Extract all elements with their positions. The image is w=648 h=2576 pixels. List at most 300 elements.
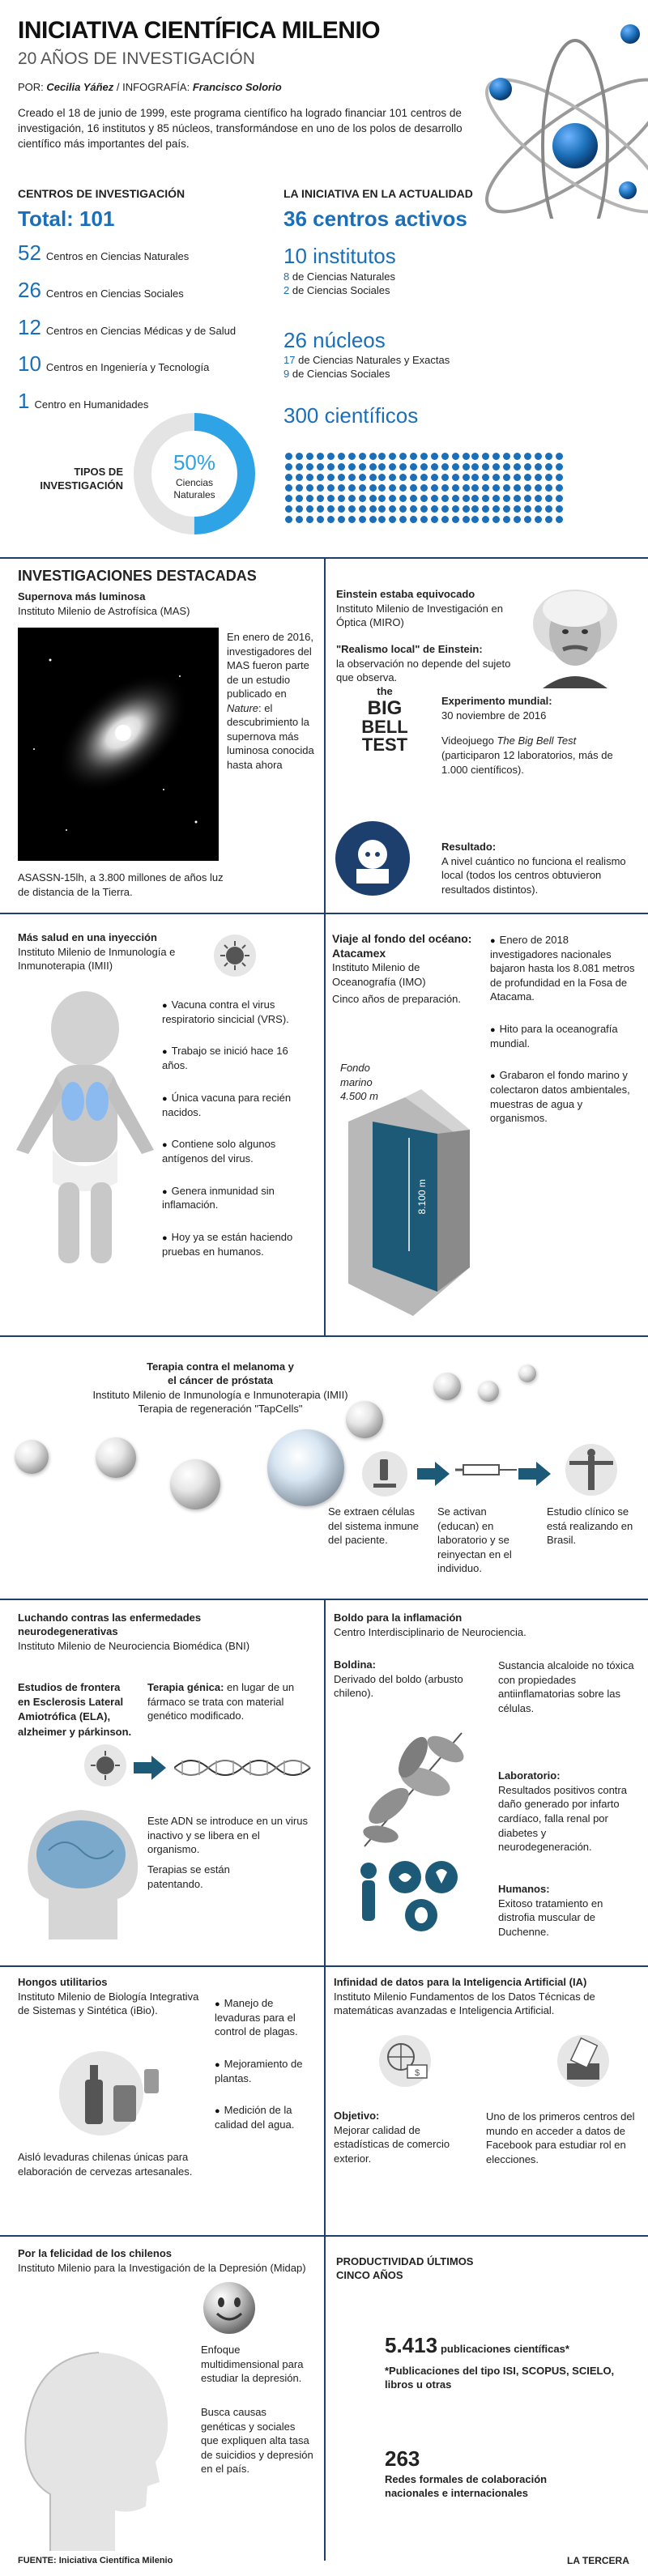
scientist-dot xyxy=(556,516,563,523)
oceano-section xyxy=(332,931,478,1007)
scientist-dot xyxy=(463,505,470,513)
divider xyxy=(324,2237,326,2561)
scientist-dot xyxy=(441,516,449,523)
nuc-1-num: 17 xyxy=(284,354,296,367)
scientist-dot xyxy=(285,505,292,513)
scientist-dot xyxy=(482,474,489,481)
bullet-item: ● Única vacuna para recién nacidos. xyxy=(162,1091,308,1119)
scientist-dot xyxy=(463,474,470,481)
scientist-dot xyxy=(420,453,428,460)
dna-icon xyxy=(174,1753,312,1782)
pub-mark: * xyxy=(565,2343,569,2355)
centros-list xyxy=(18,240,277,415)
centro-item xyxy=(18,314,277,342)
neuro-genica xyxy=(147,1680,313,1723)
scientist-dot xyxy=(317,495,324,502)
scientist-dot xyxy=(306,474,313,481)
scientist-dot xyxy=(410,516,417,523)
centro-label: Centros en Ciencias Médicas y de Salud xyxy=(45,324,237,337)
scientist-dot xyxy=(492,516,500,523)
scientist-dot xyxy=(471,495,479,502)
scientist-dot xyxy=(306,453,313,460)
genica-title: Terapia génica: xyxy=(147,1681,224,1693)
byline-artist: Francisco Solorio xyxy=(192,81,282,94)
scientist-dot xyxy=(389,516,396,523)
oceano-title-1: Viaje al fondo del océano: xyxy=(332,932,472,945)
videojuego-b: (participaron 12 laboratorios, más de 1.000 científicos). xyxy=(441,748,613,776)
experimento-block xyxy=(441,695,636,777)
scientist-dot xyxy=(359,474,366,481)
inst-1-label: de Ciencias Naturales xyxy=(292,270,396,283)
scientist-dot xyxy=(471,484,479,492)
scientist-dot xyxy=(503,495,510,502)
scientist-dot xyxy=(285,516,292,523)
boldina-text: Derivado del boldo (arbusto chileno). xyxy=(334,1672,463,1700)
boldo-inst: Centro Interdisciplinario de Neurociencia. xyxy=(334,1625,526,1638)
scientist-dot xyxy=(503,484,510,492)
scientist-dot xyxy=(378,484,386,492)
centro-item xyxy=(18,277,277,304)
bullet-item: ● Contiene solo algunos antígenos del virus. xyxy=(162,1137,308,1165)
scientist-dot xyxy=(348,474,356,481)
scientist-dot xyxy=(296,516,303,523)
scientist-dot xyxy=(514,495,521,502)
scientist-dot xyxy=(369,505,377,513)
scientist-dot xyxy=(420,505,428,513)
scientist-dot xyxy=(503,505,510,513)
scientist-dot xyxy=(482,505,489,513)
scientist-dot xyxy=(452,505,459,513)
nuc-2 xyxy=(284,368,526,381)
scientist-dot xyxy=(296,484,303,492)
genica-text: en lugar de un fármaco se trata con material genético modificado. xyxy=(147,1681,295,1722)
scientist-dot xyxy=(359,463,366,470)
fondo-1: Fondo xyxy=(340,1062,370,1074)
boldo-section xyxy=(334,1612,633,1639)
cell-sphere xyxy=(518,1365,536,1382)
boldo-title: Boldo para la inflamación xyxy=(334,1612,463,1624)
nuc-1-label: de Ciencias Naturales y Exactas xyxy=(298,354,450,367)
footer-brand: LA TERCERA xyxy=(567,2555,629,2566)
scientist-dot xyxy=(492,505,500,513)
bullet-item: ● Medición de la calidad del agua. xyxy=(215,2103,320,2131)
scientist-dot xyxy=(545,505,552,513)
scientist-dot xyxy=(545,453,552,460)
productividad-title-1: PRODUCTIVIDAD ÚLTIMOS xyxy=(336,2255,474,2267)
trench-illustration xyxy=(340,1089,478,1324)
scientist-dot xyxy=(338,516,345,523)
scientist-dot xyxy=(410,505,417,513)
scientist-dot xyxy=(359,516,366,523)
cell-sphere xyxy=(478,1381,499,1402)
scientist-dot xyxy=(369,516,377,523)
scientist-dot xyxy=(399,463,407,470)
datos-title: Infinidad de datos para la Inteligencia Artificial (IA) xyxy=(334,1976,587,1988)
scientist-dot xyxy=(369,484,377,492)
hongos-inst: Instituto Milenio de Biología Integrativa de Sistemas y Sintética (iBio). xyxy=(18,1990,199,2017)
ballot-icon xyxy=(551,2033,616,2089)
boldina-title: Boldina: xyxy=(334,1658,376,1671)
scientist-dot xyxy=(471,463,479,470)
inst-2-label: de Ciencias Sociales xyxy=(292,283,390,296)
nuc-1 xyxy=(284,354,526,368)
scientist-dot xyxy=(378,463,386,470)
header xyxy=(18,15,471,152)
objetivo-block xyxy=(334,2110,467,2166)
centro-num: 10 xyxy=(18,351,41,377)
scientist-dot xyxy=(482,453,489,460)
felicidad-title: Por la felicidad de los chilenos xyxy=(18,2247,172,2259)
scientist-dot xyxy=(285,474,292,481)
humanos-title: Humanos: xyxy=(498,1883,550,1895)
page-title: INICIATIVA CIENTÍFICA MILENIO xyxy=(18,17,381,44)
scientist-dot xyxy=(452,484,459,492)
scientist-dot xyxy=(524,516,531,523)
tipos-label-2: INVESTIGACIÓN xyxy=(40,479,123,492)
einstein-section xyxy=(336,588,514,685)
scientist-dot xyxy=(296,463,303,470)
donut-label-1: Ciencias xyxy=(175,476,214,488)
scientist-dot xyxy=(327,484,335,492)
scientist-dots-1 xyxy=(284,452,377,524)
scientist-dot xyxy=(524,474,531,481)
scientist-dot xyxy=(514,516,521,523)
scientist-dot xyxy=(285,453,292,460)
arrow-icon xyxy=(518,1462,551,1486)
scientist-dot xyxy=(399,495,407,502)
big-bell-bell: BELL TEST xyxy=(361,716,408,755)
centro-num: 1 xyxy=(18,389,30,414)
scientist-dot xyxy=(369,453,377,460)
syringe-icon xyxy=(454,1454,518,1486)
humanos-block xyxy=(498,1883,640,1939)
productividad-section xyxy=(336,2255,628,2283)
scientist-dot xyxy=(431,495,438,502)
scientist-dot xyxy=(431,453,438,460)
oceano-inst: Instituto Milenio de Oceanografía (IMO) xyxy=(332,961,426,988)
scientist-dot xyxy=(285,463,292,470)
scientist-dots-3 xyxy=(470,452,563,524)
experimento-title: Experimento mundial: xyxy=(441,695,552,707)
neuro-section xyxy=(18,1612,309,1653)
scientist-dot xyxy=(431,516,438,523)
fondo-2: marino xyxy=(340,1075,373,1088)
oceano-title-2: Atacamex xyxy=(332,947,386,960)
scientist-dot xyxy=(535,453,542,460)
boldo-leaves-illustration xyxy=(348,1717,478,1854)
nucleos: 26 núcleos xyxy=(284,327,386,352)
scientist-dot xyxy=(306,516,313,523)
datos-inst: Instituto Milenio Fundamentos de los Datos Técnicas de matemáticas avanzadas e Inteligencia Artificial. xyxy=(334,1990,595,2017)
scientist-dot xyxy=(471,453,479,460)
scientist-dot xyxy=(463,484,470,492)
scientist-dot xyxy=(524,495,531,502)
scientist-dot xyxy=(545,495,552,502)
supernova-title: Supernova más luminosa xyxy=(18,590,146,603)
neuro-title-2: neurodegenerativas xyxy=(18,1624,118,1637)
salud-inst: Instituto Milenio de Inmunología e Inmunoterapia (IMII) xyxy=(18,945,176,973)
centro-label: Centros en Ciencias Sociales xyxy=(45,287,184,300)
scientist-dot xyxy=(348,495,356,502)
intro-text: Creado el 18 de junio de 1999, este programa científico ha logrado financiar 101 centros de investigación, 16 institutos y 85 núcleos, transformándose en uno de los polos de desarrollo científico más importantes del país. xyxy=(18,107,463,150)
centro-item xyxy=(18,240,277,267)
resultado-text: A nivel cuántico no funciona el realismo local (todos los centros obtuvieron resultados distintos). xyxy=(441,854,626,896)
scientist-dot xyxy=(452,453,459,460)
centro-label: Centros en Ciencias Naturales xyxy=(45,249,190,262)
terapia-inst: Instituto Milenio de Inmunología e Inmunoterapia (IMII) xyxy=(92,1388,348,1401)
scientist-dot xyxy=(431,474,438,481)
boldina-block xyxy=(334,1658,480,1701)
scientist-dot xyxy=(420,516,428,523)
byline-prefix: POR: xyxy=(18,81,44,94)
scientist-dot xyxy=(463,516,470,523)
donut-label-2: Naturales xyxy=(173,489,215,501)
actualidad-heading: LA INICIATIVA EN LA ACTUALIDAD xyxy=(284,187,473,200)
centro-label: Centro en Humanidades xyxy=(34,398,149,411)
supernova-caption: ASASSN-15lh, a 3.800 millones de años luz de distancia de la Tierra. xyxy=(18,871,224,898)
supernova-text-b: : el descubrimiento la supernova más luminosa conocida hasta ahora xyxy=(227,701,314,771)
scientist-dot xyxy=(369,463,377,470)
redes-block xyxy=(385,2446,595,2501)
scientist-dot xyxy=(399,484,407,492)
scientist-dot xyxy=(431,484,438,492)
scientist-dot xyxy=(420,484,428,492)
realismo-title: "Realismo local" de Einstein: xyxy=(336,642,483,655)
donut-pct: 50% xyxy=(173,450,216,475)
scientist-dot xyxy=(492,463,500,470)
scientist-dot xyxy=(410,495,417,502)
scientist-dot xyxy=(441,484,449,492)
terapia-step-3: Estudio clínico se está realizando en Brasil. xyxy=(547,1505,633,1547)
datos-facebook: Uno de los primeros centros del mundo en acceder a datos de Facebook para estudiar rol en elecciones. xyxy=(486,2110,635,2165)
supernova-section xyxy=(18,567,318,619)
game-icon xyxy=(332,818,413,899)
scientist-dot xyxy=(296,474,303,481)
nuc-2-label: de Ciencias Sociales xyxy=(292,368,390,381)
centro-num: 12 xyxy=(18,314,41,339)
scientist-dot xyxy=(431,463,438,470)
terapia-step-2: Se activan (educan) en laboratorio y se reinyectan en el individuo. xyxy=(437,1505,512,1575)
scientist-dot xyxy=(452,516,459,523)
scientist-dot xyxy=(338,463,345,470)
scientist-dot xyxy=(441,495,449,502)
bullet-item: ● Genera inmunidad sin inflamación. xyxy=(162,1184,308,1212)
scientist-dot xyxy=(482,484,489,492)
divider xyxy=(324,1600,326,1965)
humanos-text: Exitoso tratamiento en distrofia muscular de Duchenne. xyxy=(498,1897,603,1938)
scientist-dot xyxy=(482,463,489,470)
scientist-dot xyxy=(556,453,563,460)
centros-section xyxy=(18,186,277,415)
fondo-3: 4.500 m xyxy=(340,1090,378,1103)
cell-sphere xyxy=(170,1459,220,1509)
centros-activos: 36 centros activos xyxy=(284,207,467,232)
pub-label: publicaciones científicas xyxy=(440,2343,565,2355)
terapia-sub: Terapia de regeneración "TapCells" xyxy=(138,1403,303,1416)
bullet-item: ● Hoy ya se están haciendo pruebas en humanos. xyxy=(162,1230,308,1258)
scientist-dot xyxy=(296,453,303,460)
scientist-dot xyxy=(503,463,510,470)
scientist-dot xyxy=(441,474,449,481)
scientist-dot xyxy=(348,484,356,492)
scientist-dot xyxy=(463,453,470,460)
cell-sphere xyxy=(96,1437,136,1478)
scientist-dot xyxy=(348,516,356,523)
scientist-dot xyxy=(556,463,563,470)
realismo-text: la observación no depende del sujeto que observa. xyxy=(336,657,511,684)
svg-text:$: $ xyxy=(414,2068,420,2078)
scientist-dot xyxy=(338,484,345,492)
scientist-dot xyxy=(317,453,324,460)
scientist-dot xyxy=(524,453,531,460)
scientist-dot xyxy=(545,474,552,481)
scientist-dot xyxy=(482,516,489,523)
bullet-item: ● Vacuna contra el virus respiratorio sincicial (VRS). xyxy=(162,998,308,1026)
centros-total: Total: 101 xyxy=(18,207,115,232)
centros-heading: CENTROS DE INVESTIGACIÓN xyxy=(18,187,185,200)
scientist-dot xyxy=(452,474,459,481)
centro-num: 26 xyxy=(18,277,41,302)
scientist-dot xyxy=(556,484,563,492)
scientist-dot xyxy=(306,463,313,470)
scientist-dot xyxy=(389,453,396,460)
boldo-alcaloide: Sustancia alcaloide no tóxica con propiedades antiinflamatorias sobre las células. xyxy=(498,1659,634,1714)
bullet-item: ● Mejoramiento de plantas. xyxy=(215,2057,320,2085)
hongos-bullets xyxy=(215,1996,320,2150)
productividad-title-2: CINCO AÑOS xyxy=(336,2268,403,2281)
scientist-dot xyxy=(482,495,489,502)
bullet-item: ● Manejo de levaduras para el control de plagas. xyxy=(215,1996,320,2039)
scientist-dot xyxy=(389,495,396,502)
scientist-dot xyxy=(327,495,335,502)
supernova-text-a: En enero de 2016, investigadores del MAS fueron parte de un estudio publicado en xyxy=(227,631,313,700)
scientist-dot xyxy=(420,463,428,470)
scientist-dot xyxy=(399,516,407,523)
scientist-dot xyxy=(524,484,531,492)
tipos-label-1: TIPOS DE xyxy=(74,466,123,478)
scientist-dot xyxy=(389,505,396,513)
scientist-dot xyxy=(317,463,324,470)
scientist-dot xyxy=(514,474,521,481)
scientist-dot xyxy=(378,453,386,460)
beer-bottles-icon xyxy=(57,2049,178,2138)
baby-illustration xyxy=(8,988,162,1279)
pub-note: *Publicaciones del tipo ISI, SCOPUS, SCIELO, libros u otras xyxy=(385,2364,615,2391)
destacadas-heading: INVESTIGACIONES DESTACADAS xyxy=(18,568,257,584)
cell-sphere xyxy=(15,1440,49,1474)
scientist-dot xyxy=(296,505,303,513)
smiley-icon xyxy=(201,2280,258,2336)
scientist-dot xyxy=(535,463,542,470)
scientist-dot xyxy=(389,474,396,481)
globe-money-icon xyxy=(377,2033,433,2089)
scientist-dot xyxy=(348,453,356,460)
scientist-dot xyxy=(471,474,479,481)
cell-sphere xyxy=(267,1429,344,1506)
virus-icon xyxy=(211,931,259,980)
publicaciones-block xyxy=(385,2332,628,2392)
videojuego-em: The Big Bell Test xyxy=(497,734,577,747)
byline xyxy=(18,81,471,95)
supernova-text-em: Nature xyxy=(227,701,259,714)
byline-sep: / INFOGRAFÍA: xyxy=(116,81,190,94)
salud-section xyxy=(18,931,188,973)
organs-illustration xyxy=(356,1854,478,1952)
scientist-dot xyxy=(359,484,366,492)
arrow-icon xyxy=(134,1756,166,1780)
scientist-dot xyxy=(399,474,407,481)
divider xyxy=(324,1967,326,2235)
scientist-dot xyxy=(514,463,521,470)
felicidad-section xyxy=(18,2247,309,2275)
neuro-title-1: Luchando contras las enfermedades xyxy=(18,1612,202,1624)
scientist-dot xyxy=(492,484,500,492)
neuro-estudios: Estudios de frontera en Esclerosis Lateral Amiotrófica (ELA), alzheimer y párkinson. xyxy=(18,1681,132,1738)
scientist-dot xyxy=(463,495,470,502)
scientist-dot xyxy=(420,495,428,502)
scientist-dot xyxy=(317,516,324,523)
scientist-dot xyxy=(492,495,500,502)
scientist-dot xyxy=(389,484,396,492)
scientist-dot xyxy=(514,505,521,513)
scientist-dot xyxy=(306,505,313,513)
scientist-dot xyxy=(359,495,366,502)
inst-1 xyxy=(284,270,526,284)
lab-block xyxy=(498,1769,640,1854)
scientist-dot xyxy=(369,474,377,481)
scientist-dot xyxy=(503,453,510,460)
scientist-dot xyxy=(327,516,335,523)
big-bell-the: the xyxy=(377,685,393,697)
divider xyxy=(324,914,326,1335)
scientist-dot xyxy=(378,516,386,523)
arrow-icon xyxy=(417,1462,450,1486)
centro-num: 52 xyxy=(18,240,41,265)
scientist-dot xyxy=(503,516,510,523)
scientist-dot xyxy=(285,495,292,502)
scientist-dot xyxy=(348,463,356,470)
depth-label: 8.100 m xyxy=(416,1179,428,1215)
centro-label: Centros en Ingeniería y Tecnología xyxy=(45,361,210,374)
pub-num: 5.413 xyxy=(385,2333,438,2357)
bullet-item: ● Hito para la oceanografía mundial. xyxy=(490,1022,636,1050)
scientist-dot xyxy=(399,453,407,460)
scientist-dot xyxy=(535,474,542,481)
scientist-dot xyxy=(535,505,542,513)
scientist-dot xyxy=(503,474,510,481)
nuc-2-num: 9 xyxy=(284,368,290,381)
inst-2-num: 2 xyxy=(284,283,290,296)
inst-2 xyxy=(284,284,526,298)
neuro-patentando: Terapias se están patentando. xyxy=(147,1863,230,1890)
neuro-adn: Este ADN se introduce en un virus inactivo y se libera en el organismo. xyxy=(147,1815,308,1856)
felicidad-busca: Busca causas genéticas y sociales que expliquen alta tasa de suicidios y depresión en el país. xyxy=(201,2406,313,2476)
christ-statue-icon xyxy=(563,1441,620,1498)
terapia-title-1: Terapia contra el melanoma y xyxy=(147,1360,294,1373)
scientist-dot xyxy=(338,505,345,513)
experimento-date: 30 noviembre de 2016 xyxy=(441,709,547,722)
hongos-title: Hongos utilitarios xyxy=(18,1976,108,1988)
scientist-dot xyxy=(492,474,500,481)
byline-author: Cecilia Yáñez xyxy=(46,81,114,94)
scientist-dot xyxy=(535,495,542,502)
scientist-dot xyxy=(441,463,449,470)
institutos: 10 institutos xyxy=(284,243,396,268)
scientist-dot xyxy=(306,495,313,502)
supernova-image xyxy=(18,628,219,861)
scientist-dot xyxy=(399,505,407,513)
scientist-dot xyxy=(441,505,449,513)
